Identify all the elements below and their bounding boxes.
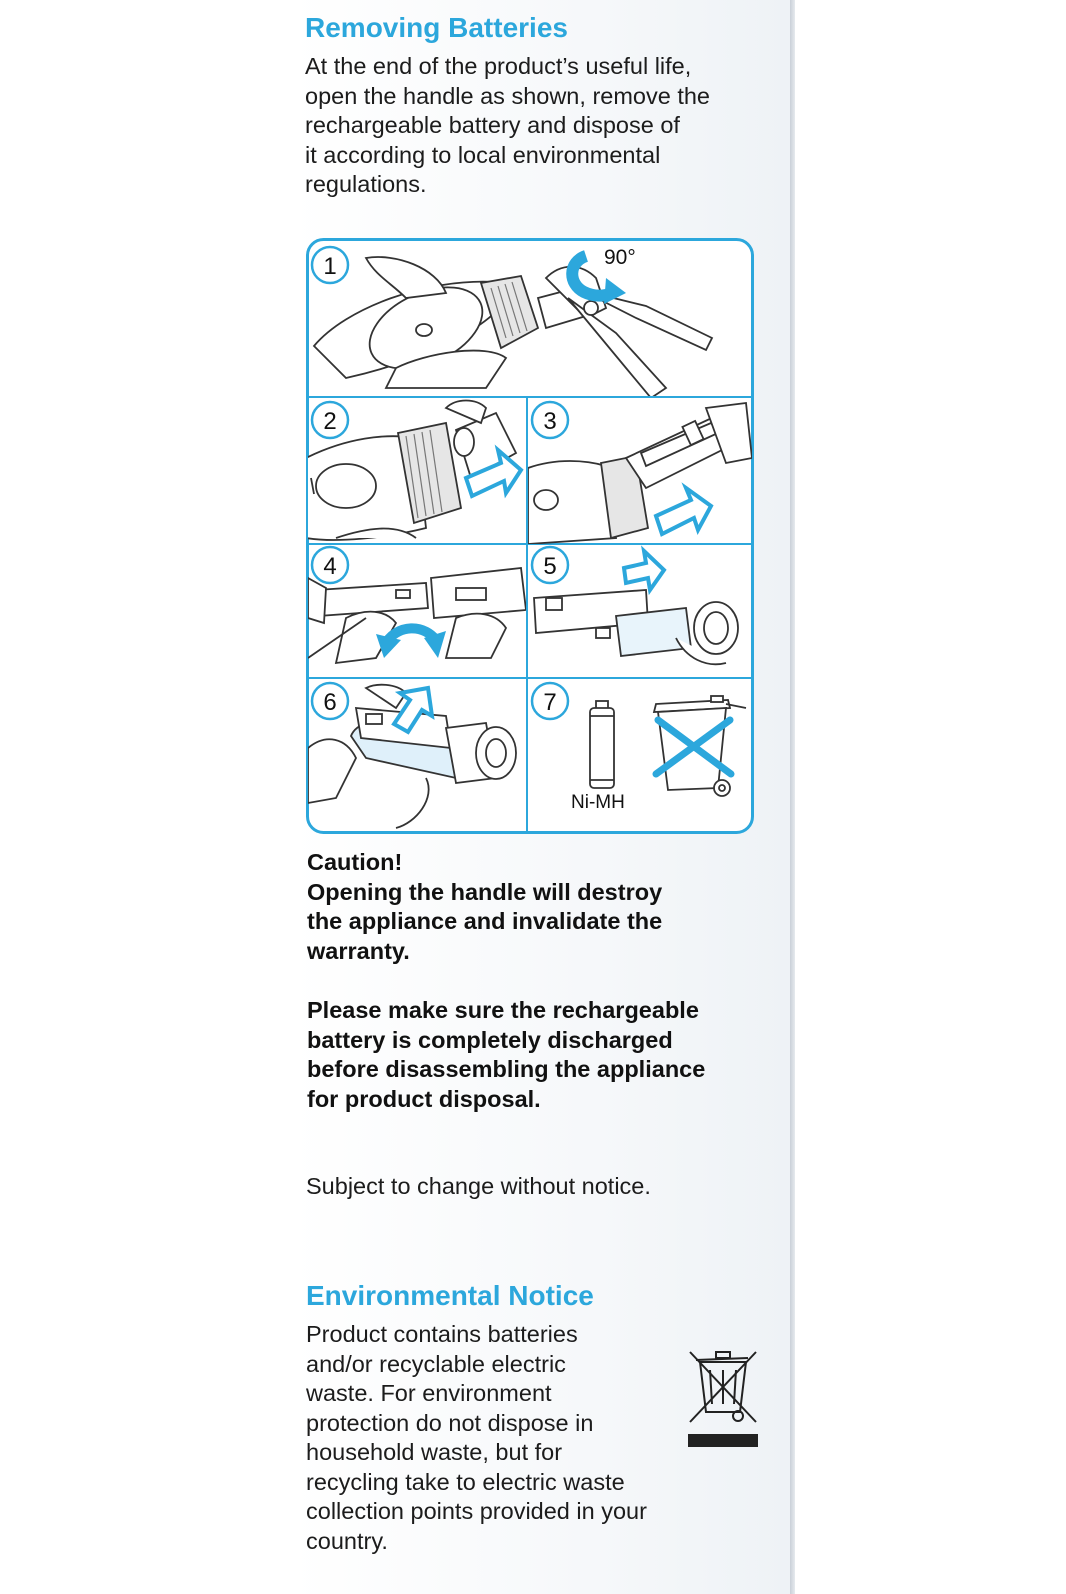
step-number: 1 (323, 253, 337, 280)
step-number-badge (312, 547, 348, 583)
step-number: 7 (543, 689, 557, 716)
text-line: Opening the handle will destroy (307, 878, 663, 905)
step-number-badge (312, 683, 348, 719)
step-number-badge (532, 402, 568, 438)
text-line: At the end of the product’s useful life, (305, 53, 692, 79)
environmental-notice-heading: Environmental Notice (306, 1280, 594, 1311)
removing-batteries-text (305, 52, 710, 200)
text-line: country. (306, 1527, 388, 1554)
caution-title: Caution! (307, 849, 403, 875)
caution-block (307, 848, 662, 966)
text-line: Product contains batteries (306, 1321, 578, 1347)
text-line: Please make sure the rechargeable (307, 997, 699, 1023)
text-line: the appliance and invalidate the (307, 908, 663, 934)
step-number: 5 (543, 553, 557, 580)
step-number: 4 (323, 553, 337, 580)
step-number-badge (312, 402, 348, 438)
text-line: rechargeable battery and dispose of (305, 112, 680, 138)
battery-removal-diagram (306, 238, 754, 834)
text-line: regulations. (305, 171, 427, 197)
text-line: household waste, but for (306, 1439, 563, 1465)
outside-page-area (795, 0, 1066, 1594)
battery-type-label: Ni-MH (571, 792, 625, 813)
step-number: 6 (323, 689, 337, 716)
step-7-illustration (590, 701, 614, 788)
text-line: warranty. (307, 937, 410, 964)
text-line: it according to local environmental (305, 141, 661, 168)
angle-label: 90° (604, 246, 636, 269)
page-margin (0, 0, 292, 1594)
removing-batteries-heading: Removing Batteries (305, 12, 568, 43)
step-number-badge (532, 547, 568, 583)
step-number: 2 (323, 408, 337, 435)
crossed-out-wheelie-bin-icon (686, 1346, 760, 1448)
text-line: collection points provided in your (306, 1498, 647, 1524)
text-line: battery is completely discharged (307, 1026, 673, 1053)
discharge-warning (307, 996, 705, 1114)
text-line: protection do not dispose in (306, 1409, 594, 1436)
text-line: for product disposal. (307, 1085, 541, 1112)
step-number-badge (312, 247, 348, 283)
text-line: recycling take to electric waste (306, 1468, 625, 1495)
text-line: waste. For environment (306, 1380, 552, 1406)
text-line: before disassembling the appliance (307, 1056, 706, 1082)
environmental-notice-text (306, 1320, 647, 1556)
step-number-badge (532, 683, 568, 719)
text-line: open the handle as shown, remove the (305, 82, 710, 109)
change-notice: Subject to change without notice. (306, 1173, 651, 1199)
step-number: 3 (543, 408, 557, 435)
text-line: and/or recyclable electric (306, 1350, 566, 1377)
